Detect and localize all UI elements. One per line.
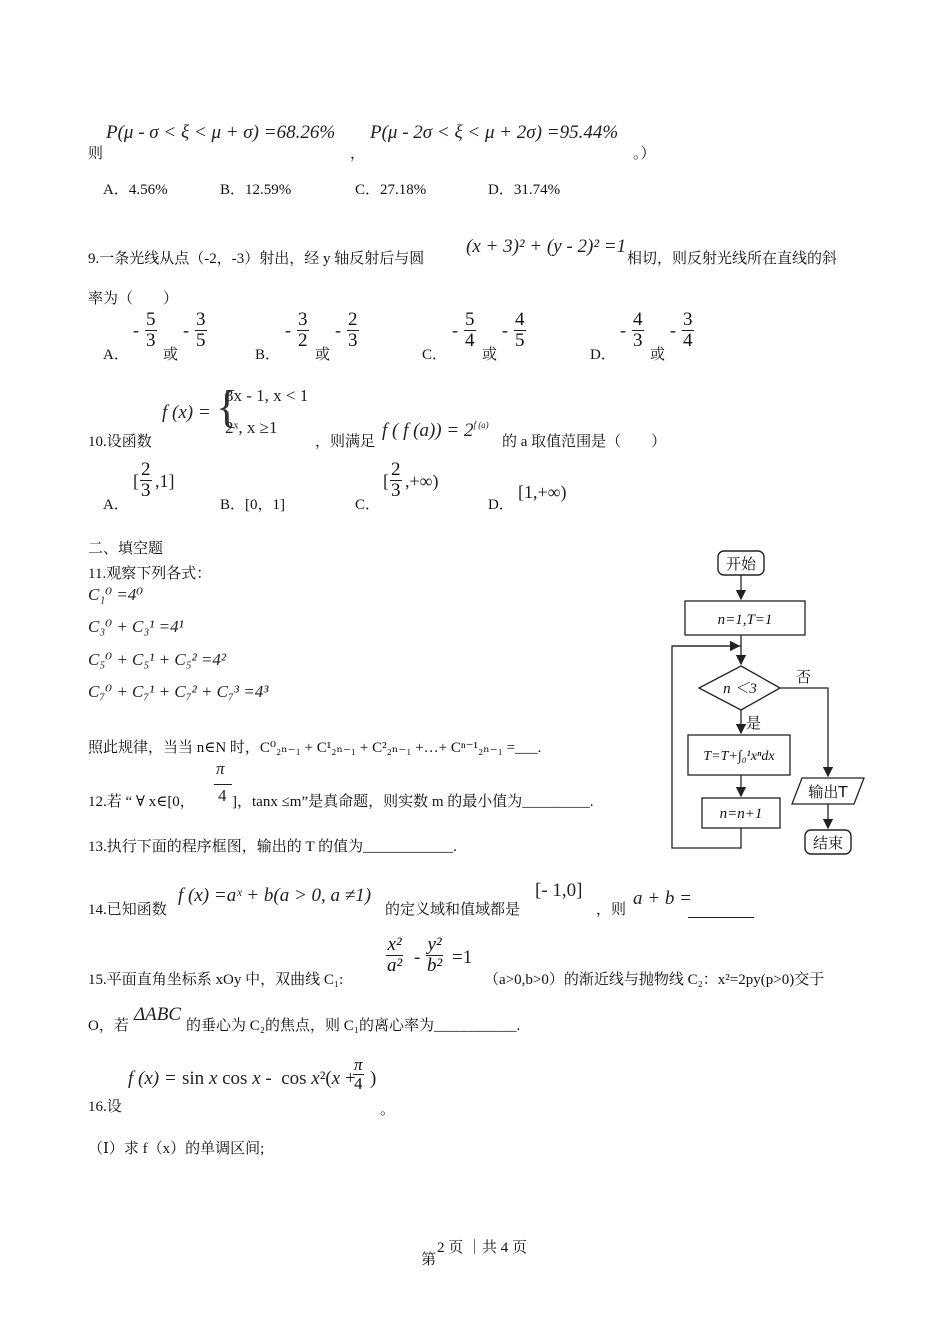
q12-text1: 12.若 “ ∀ x∈[0， — [88, 794, 195, 810]
q10-text3: 的 a 取值范围是（ ） — [502, 434, 667, 450]
footer-page-prefix: 第 — [421, 1252, 437, 1268]
q8-formula2: P(μ - 2σ < ξ < μ + 2σ) =95.44% — [370, 122, 619, 143]
q9-text1: 9.一条光线从点（-2，-3）射出，经 y 轴反射后与圆 — [88, 251, 425, 267]
flow-start-label: 开始 — [725, 555, 757, 573]
q14-formula: f (x) =aˣ + b(a > 0, a ≠1) — [178, 885, 372, 906]
q10-brace: { — [216, 381, 239, 432]
q11-line-4: C₇⁰ + C₇¹ + C₇² + C₇³ =4³ — [88, 682, 269, 701]
q9-circle: (x + 3)² + (y - 2)² =1 — [466, 236, 627, 257]
q12-four: 4 — [218, 786, 227, 805]
q8-suffix: 。） — [633, 146, 656, 162]
q12-text2: ]，tanx ≤m”是真命题，则实数 m 的最小值为_________. — [232, 794, 594, 810]
flow-decision-label: n ＜3 — [723, 681, 757, 697]
q16-text1: 16.设 — [88, 1099, 122, 1115]
q10-option-b: B．[0，1] — [220, 497, 285, 513]
q14-answer-blank — [688, 917, 754, 918]
q15-text2: （a>0,b>0）的渐近线与抛物线 C₂：x²=2py(p>0)交于 — [484, 972, 825, 988]
q14-ab: a + b = — [633, 888, 692, 909]
q10-cond: f ( f $(a)) = 2^{f (a)}$ — [382, 420, 489, 441]
q9-option-label: D． — [590, 347, 616, 363]
q14-text1: 14.已知函数 — [88, 902, 167, 918]
q15-abc: ΔABC — [134, 1004, 182, 1025]
q14-text3: ，则 — [596, 902, 627, 918]
q14-domain: [- 1,0] — [535, 880, 583, 901]
q8-option-d: D．31.74% — [488, 182, 561, 198]
q8-option-b: B．12.59% — [220, 182, 292, 198]
q15-text4: 的垂心为 C₂的焦点，则 C₁的离心率为___________. — [186, 1018, 521, 1034]
q11-title: 11.观察下列各式： — [88, 566, 212, 582]
q10-text2: ，则满足 — [315, 434, 376, 450]
q8-sep: ， — [350, 146, 366, 162]
q13-text: 13.执行下面的程序框图，输出的 T 的值为____________. — [88, 839, 457, 855]
flow-no-label: 否 — [796, 668, 812, 686]
flow-init-label: n=1,T=1 — [717, 612, 773, 628]
q14-text2: 的定义域和值域都是 — [385, 902, 521, 918]
q8-prefix: 则 — [88, 146, 104, 162]
q8-option-c: C．27.18% — [355, 182, 427, 198]
q10-case2: 2ˣ, x ≥1 — [225, 418, 278, 437]
q10-text1: 10.设函数 — [88, 434, 152, 450]
flow-body-label: T=T+∫₀¹xⁿdx — [703, 749, 775, 764]
q9-option-label: C． — [422, 347, 448, 363]
q9-option-label: A． — [103, 347, 129, 363]
q11-line-2: C₃⁰ + C₃¹ =4¹ — [88, 617, 184, 636]
q16-sub1: （Ⅰ）求 f（x）的单调区间; — [88, 1141, 265, 1157]
q11-line-3: C₅⁰ + C₅¹ + C₅² =4² — [88, 650, 227, 669]
flowchart — [668, 548, 868, 858]
q9-text2: 相切，则反射光线所在直线的斜 — [627, 251, 838, 267]
q9-option-label: B． — [255, 347, 281, 363]
q15-text1: 15.平面直角坐标系 xOy 中，双曲线 C₁: — [88, 972, 344, 988]
q8-option-a: A．4.56% — [103, 182, 168, 198]
q12-frac-bar — [214, 784, 232, 785]
flow-incr-label: n=n+1 — [719, 806, 763, 822]
q15-text3: O，若 — [88, 1018, 129, 1034]
flow-output-label: 输出T — [808, 783, 848, 801]
flow-end-label: 结束 — [812, 834, 844, 852]
q8-formula1: P(μ - σ < ξ < μ + σ) =68.26% — [106, 122, 336, 143]
q11-line-1: C₁⁰ =4⁰ — [88, 585, 144, 604]
footer-page-info: 2 页 ｜共 4 页 — [437, 1240, 528, 1256]
q10-case1: 3x - 1, x < 1 — [225, 386, 309, 405]
q11-rule: 照此规律，当当 n∈N 时，C⁰₂ₙ₋₁ + C¹₂ₙ₋₁ + C²₂ₙ₋₁ +…+ Cⁿ⁻¹₂ₙ₋₁ =___. — [88, 740, 542, 756]
q10-fx: f (x) = — [162, 402, 211, 423]
q12-pi: π — [216, 759, 225, 778]
section-title: 二、填空题 — [88, 541, 164, 557]
q9-text3: 率为（ ） — [88, 291, 179, 307]
q16-dot: 。 — [380, 1102, 396, 1118]
flow-yes-label: 是 — [746, 714, 762, 732]
